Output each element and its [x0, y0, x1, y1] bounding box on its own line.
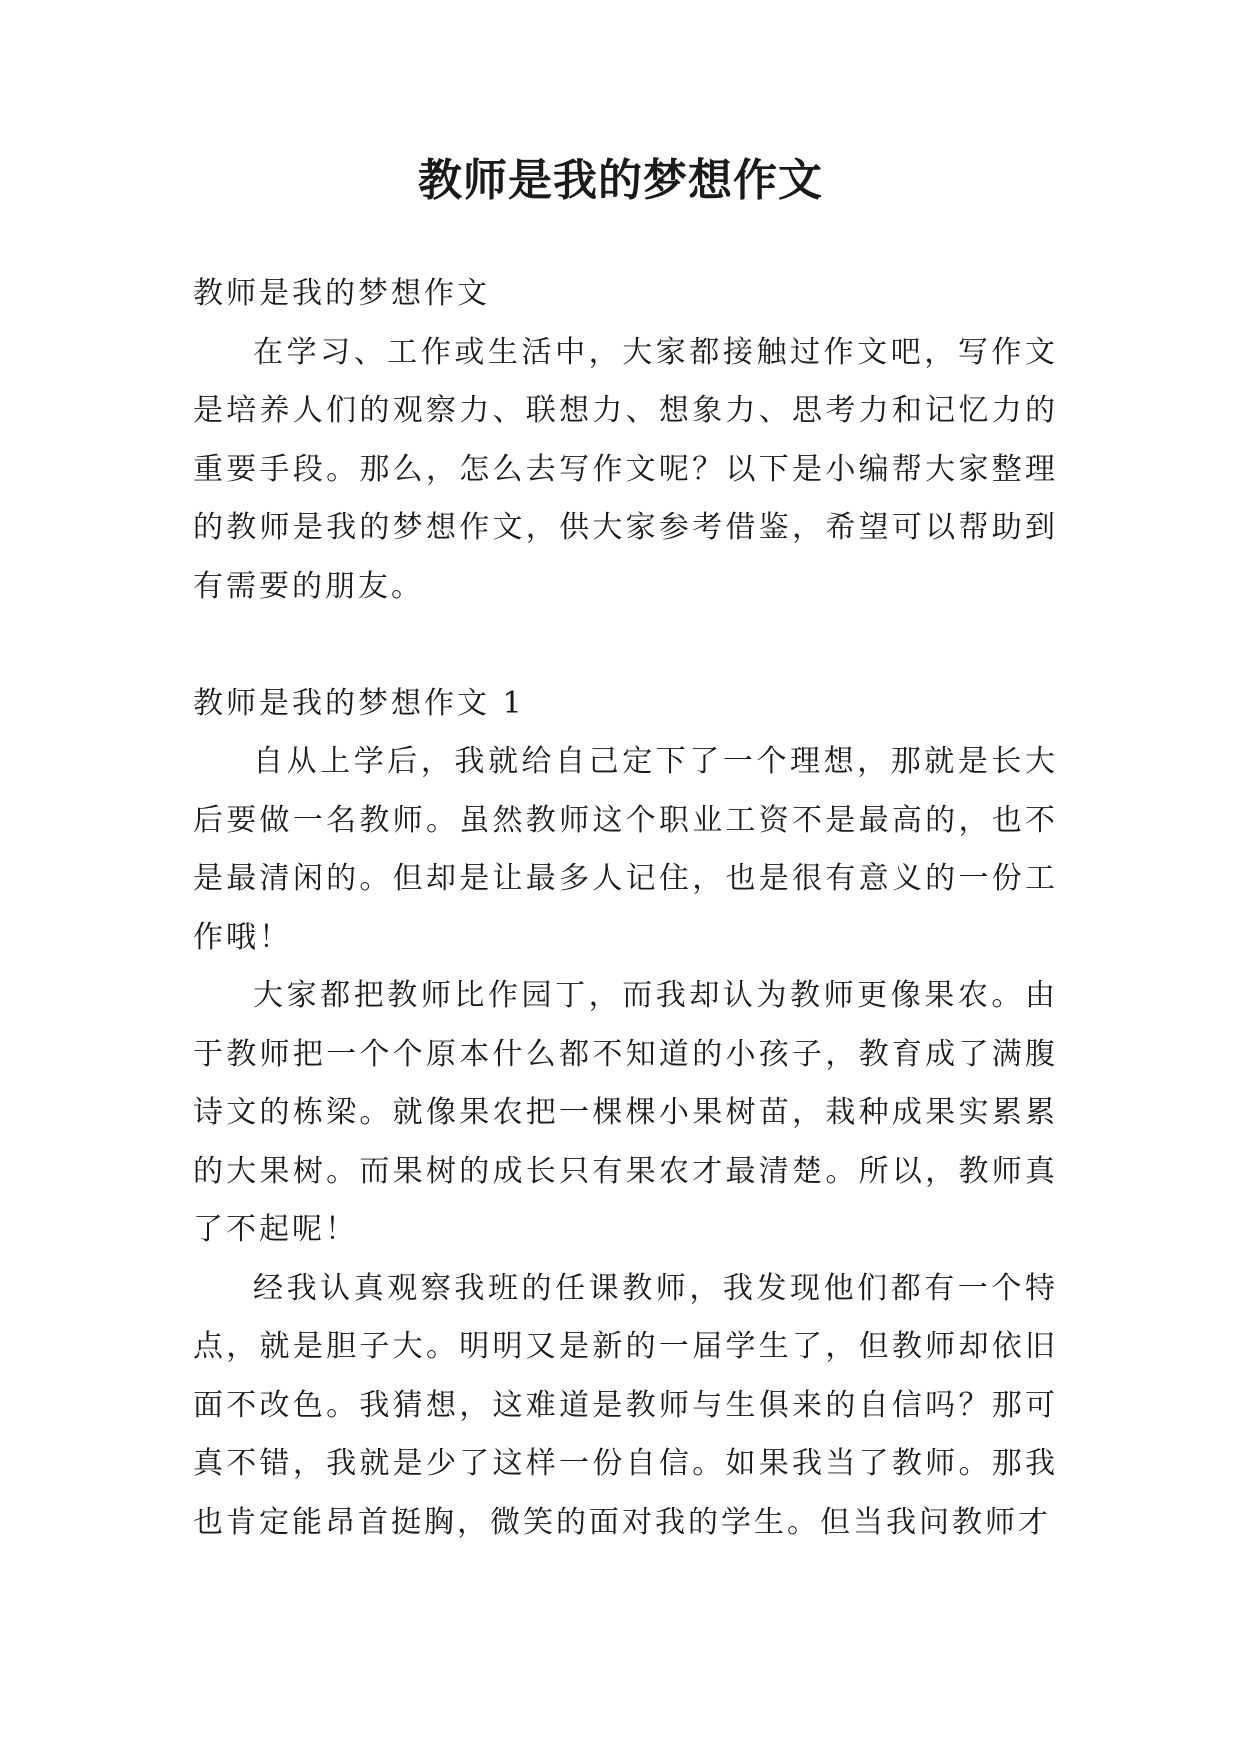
document-body	[193, 265, 1058, 1552]
intro-heading: 教师是我的梦想作文	[193, 276, 490, 311]
section-1-paragraph-3: 经我认真观察我班的任课教师，我发现他们都有一个特点，就是胆子大。明明又是新的一届学生了，但教师却依旧面不改色。我猜想，这难道是教师与生俱来的自信吗？那可真不错，我就是少了这样一份自信。如果我当了教师。那我也肯定能昂首挺胸，微笑的面对我的学生。但当我问教师才	[193, 1270, 1058, 1540]
section-1-paragraph-2: 大家都把教师比作园丁，而我却认为教师更像果农。由于教师把一个个原本什么都不知道的小孩子，教育成了满腹诗文的栋梁。就像果农把一棵棵小果树苗，栽种成果实累累的大果树。而果树的成长只有果农才最清楚。所以，教师真了不起呢！	[193, 978, 1058, 1247]
section-spacer	[193, 616, 1058, 675]
document-title: 教师是我的梦想作文	[418, 155, 823, 206]
section-1-paragraph-1: 自从上学后，我就给自己定下了一个理想，那就是长大后要做一名教师。虽然教师这个职业工资不是最高的，也不是最清闲的。但却是让最多人记住，也是很有意义的一份工作哦！	[193, 744, 1058, 955]
section-1-heading: 教师是我的梦想作文 1	[193, 685, 525, 721]
intro-paragraph: 在学习、工作或生活中，大家都接触过作文吧，写作文是培养人们的观察力、联想力、想象力、思考力和记忆力的重要手段。那么，怎么去写作文呢？以下是小编帮大家整理的教师是我的梦想作文，供大家参考借鉴，希望可以帮助到有需要的朋友。	[193, 334, 1058, 604]
